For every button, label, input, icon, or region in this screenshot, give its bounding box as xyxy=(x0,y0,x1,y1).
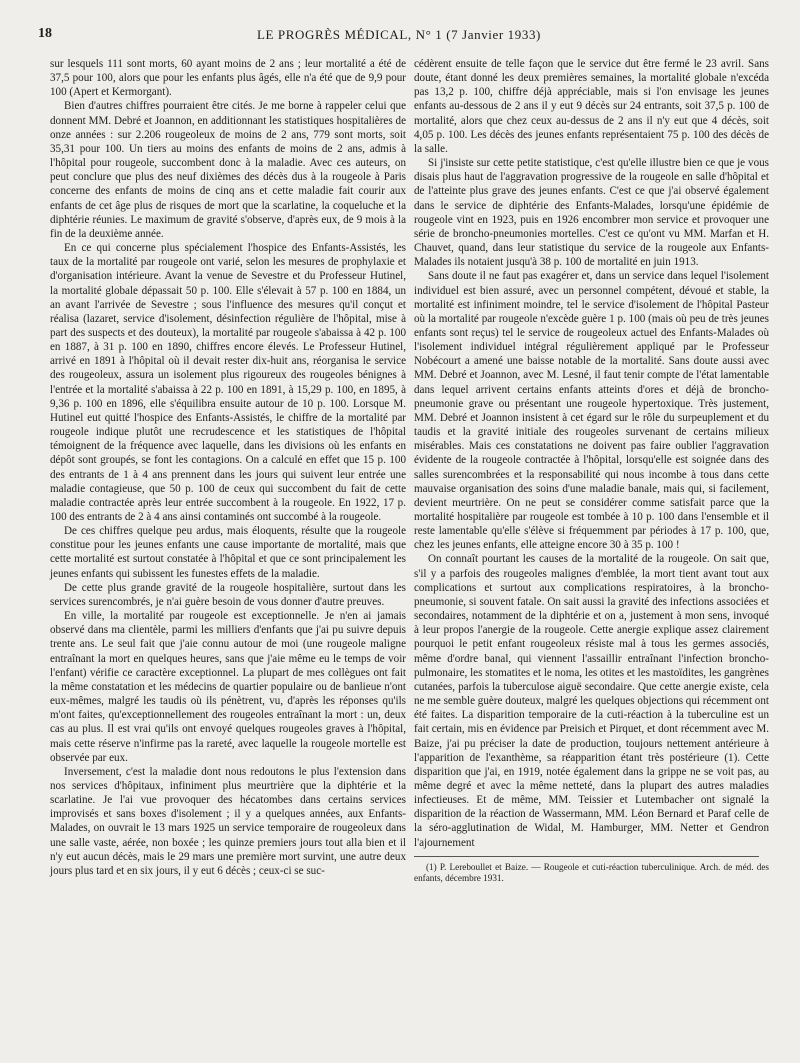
page-number: 18 xyxy=(38,26,52,41)
paragraph: cédèrent ensuite de telle façon que le service dut être fermé le 23 avril. Sans doute, étant donné les deux premières semaines, la mortalité globale n'excéda pas 13,2 p. 100, chiffre déjà appréciable, mais si l'on envisage les jeunes enfants au-dessous de 2 ans il y eut 9 décès sur 24 entrants, soit 37,5 p. 100 de mortalité, alors que chez ceux au-dessus de 2 ans il n'y eut que 4 décès, soit 4,05 p. 100. Les décès des jeunes enfants représentaient 75 p. 100 des décès de la salle. xyxy=(414,58,769,155)
running-title: LE PROGRÈS MÉDICAL, N° 1 (7 Janvier 1933) xyxy=(256,27,541,42)
paragraph: Inversement, c'est la maladie dont nous redoutons le plus l'extension dans nos services d'hôpitaux, infiniment plus meurtrière que la diphtérie et la scarlatine. Je l'ai vue provoquer des hécatombes dans certains services improvisés et sans boxes d'isolement ; il y a quelques années, aux Enfants-Malades, on ouvrait le 13 mars 1925 un service temporaire de rougeoleux dans une salle vaste, aérée, non boxée ; les quinze premiers jours tout alla bien et il n'y eut aucun décès, mais le 29 mars une première mort survint, une autre deux jours plus tard et en six jours, il y eut 6 décès ; ceux-ci se suc- xyxy=(50,765,406,877)
paragraph: Sans doute il ne faut pas exagérer et, dans un service dans lequel l'isolement individuel est bien assuré, avec un personnel compétent, dévoué et stable, la mortalité est infiniment moindre, tel le service d'isolement de l'hôpital Pasteur où la mortalité par rougeole n'excède guère 1 p. 100 (mais où peu de très jeunes enfants sont reçus) tel le service de rougeoleux actuel des Enfants-Malades où l'isolement individuel intégral régulièrement appliqué par le Professeur Nobécourt a amené une baisse notable de la mortalité. Sans doute aussi avec MM. Debré et Joannon, avec M. Lesné, il faut tenir compte de l'état lamentable dans lequel arrivent certains enfants atteints d'ores et déjà de broncho-pneumonie grave ou présentant une rougeole hypertoxique. Très justement, MM. Debré et Joannon insistent à cet égard sur le rôle du surpeuplement et du taudis et la gravité initiale des rougeoles survenant de certains milieux misérables. Mais ces constatations ne doivent pas faire oublier l'aggravation évidente de la rougeole contractée à l'hôpital, lorsqu'elle est soignée dans des salles surencombrées et la responsabilité qui nous incombe à tous dans cette mauvaise organisation des soins d'une maladie banale, mais qui, si facilement, devient meurtrière. On ne peut se considérer comme satisfait parce que la mortalité hospitalière par rougeole est tombée à 10 p. 100 dans l'ensemble et il reste lamentable qu'elle s'élève si fréquemment par périodes à 17 p. 100, que, chez les jeunes enfants, elle atteigne encore 30 à 35 p. 100 ! xyxy=(414,270,769,552)
paragraph: En ce qui concerne plus spécialement l'hospice des Enfants-Assistés, les taux de la mortalité par rougeole ont varié, selon les mesures de prophylaxie et d'organisation intérieure. Avant la venue de Sevestre et du Professeur Hutinel, la mortalité globale dépassait 50 p. 100. Elle s'élevait à 57 p. 100 en 1884, un an avant l'arrivée de Sevestre ; sous l'influence des mesures qu'il conçut et réalisa (lazaret, service d'isolement, désinfection régulière de l'hôpital, mise à part des suspects et des douteux), la mortalité par rougeole s'abaissa à 42 p. 100 en 1887, à 31 p. 100 en 1890, chiffres encore élevés. Le Professeur Hutinel, arrivé en 1891 à l'hôpital où il devait rester dix-huit ans, réorganisa le service des rougeoleux, assura un isolement plus rigoureux des rougeoles bénignes à l'entrée et la mortalité s'abaissa à 22 p. 100 en 1891, à 15,29 p. 100, en 1895, à 9,36 p. 100 en 1896, elle s'équilibra ensuite autour de 10 p. 100. Lorsque M. Hutinel eut quitté l'hospice des Enfants-Assistés, le chiffre de la mortalité par rougeole indique plutôt une recrudescence et les statistiques de l'hôpital témoignent de la fréquence avec laquelle, dans les divisions où les enfants en dépôt sont groupés, se font les contagions. On a calculé en effet que 15 p. 100 des entrants de 1 à 4 ans prennent dans les jours qui suivent leur entrée une maladie contagieuse, que 50 p. 100 de ceux qui succombent du fait de cette maladie contractée après leur entrée succombent à la rougeole. En 1922, 17 p. 100 des entrants de 2 à 4 ans ainsi contaminés ont succombé à la rougeole. xyxy=(50,242,406,523)
paragraph: Si j'insiste sur cette petite statistique, c'est qu'elle illustre bien ce que je vous disais plus haut de l'aggravation progressive de la rougeole en salle d'hôpital et de l'atteinte plus grave des jeunes enfants. C'est ce que j'ai observé également dans le service de diphtérie des Enfants-Malades, lorsqu'une épidémie de rougeole vint en 1923, puis en 1926 encombrer mon service et provoquer une série de broncho-pneumonies mortelles. C'est ce qu'ont vu MM. Marfan et H. Chauvet, quand, dans leur statistique du service de la rougeole aux Enfants-Malades ils notaient jusqu'à 38 p. 100 de mortalité en juin 1913. xyxy=(414,157,769,269)
paragraph: En ville, la mortalité par rougeole est exceptionnelle. Je n'en ai jamais observé dans ma clientèle, parmi les milliers d'enfants que j'ai pu suivre depuis trente ans. Le seul fait que j'aie connu autour de moi (une rougeole maligne entraînant la mort en quelques heures, sans que j'aie même eu le temps de voir l'enfant) vérifie ce caractère exceptionnel. La plupart de mes collègues ont fait la même constatation et les médecins de quartier populaire ou de banlieue n'ont eux-mêmes, malgré les taudis où ils pénètrent, vu, d'après les réponses qu'ils m'ont faites, qu'exceptionnellement des rougeoles entraînant la mort : un, deux cas au plus. Il est vrai qu'ils ont envoyé quelques rougeoles graves à l'hôpital, mais cette réserve n'infirme pas la rareté, avec laquelle la rougeole mortelle est observée par eux. xyxy=(50,610,406,764)
paragraph: De cette plus grande gravité de la rougeole hospitalière, surtout dans les services surencombrés, je n'ai guère besoin de vous donner d'autre preuves. xyxy=(50,581,406,608)
paragraph: sur lesquels 111 sont morts, 60 ayant moins de 2 ans ; leur mortalité a été de 37,5 pour 100, alors que pour les enfants plus âgés, elle n'a été que de 9,9 pour 100 (Apert et Kermorgant). xyxy=(50,58,406,99)
left-column xyxy=(50,57,406,878)
page-header xyxy=(38,26,760,46)
paragraph: De ces chiffres quelque peu ardus, mais éloquents, résulte que la rougeole constitue pour les jeunes enfants une cause importante de mortalité, mais que cette mortalité est surtout constatée à l'hôpital et que ce sont principalement les jeunes enfants qui subissent les funestes effets de la maladie. xyxy=(50,525,406,580)
right-column xyxy=(414,57,769,885)
footnote: (1) P. Lereboullet et Baize. — Rougeole et cuti-réaction tuberculinique. Arch. de méd. des enfants, décembre 1931. xyxy=(414,861,769,884)
paragraph: Bien d'autres chiffres pourraient être cités. Je me borne à rappeler celui que donnent MM. Debré et Joannon, en additionnant les statistiques hospitalières de onze années : sur 2.206 rougeoleux de moins de 2 ans, 779 sont morts, soit 35,31 pour 100. Un tiers au moins des enfants de moins de 2 ans, admis à l'hôpital pour rougeole, succombent donc à la maladie. Avec ces auteurs, on peut conclure que plus des neuf dixièmes des décès dus à la rougeole à Paris concerne des enfants de moins de cinq ans et cette maladie fait courir aux enfants de cet âge plus de risques de mort que la scarlatine, la coqueluche et la diphtérie réunies. Le maximum de gravité s'observe, d'après eux, de 9 mois à la fin de la deuxième année. xyxy=(50,100,406,240)
footnote-divider xyxy=(414,856,759,857)
paragraph: On connaît pourtant les causes de la mortalité de la rougeole. On sait que, s'il y a parfois des rougeoles malignes d'emblée, la mort tient avant tout aux complications et surtout aux complications respiratoires, à la broncho-pneumonie, si souvent fatale. On sait aussi la gravité des infections associées et secondaires, notamment de la diphtérie et on a, justement à mon sens, invoqué à leur propos l'anergie de la rougeole. Cette anergie explique assez clairement pourquoi le petit enfant rougeoleux résiste mal à tous les germes associés, même d'ordre banal, qui viennent l'assaillir entraînant l'infection broncho-pulmonaire, les stomatites et le noma, les otites et les mastoïdites, les gangrènes cutanées, parfois la tuberculose aiguë secondaire. Que cette anergie existe, cela ne me semble guère douteux, malgré les quelques objections qui récemment ont été faites. La disparition temporaire de la cuti-réaction à la tuberculine est un fait certain, mis en évidence par Preisich et Pirquet, et dont récemment avec M. Baize, j'ai pu préciser la date de production, toujours nettement antérieure à l'apparition de l'exanthème, sa réapparition étant très postérieure (1). Cette disparition que j'ai, en 1919, notée également dans la grippe ne se voit pas, au même degré et avec la même netteté, dans la plupart des autres maladies infectieuses. Et de même, MM. Teissier et Lutembacher ont signalé la disparition de la réaction de Wassermann, MM. Léon Bernard et Paraf celle de la séro-agglutination de Widal, M. Hamburger, MM. Netter et Gendron l'ajournement xyxy=(414,553,769,849)
